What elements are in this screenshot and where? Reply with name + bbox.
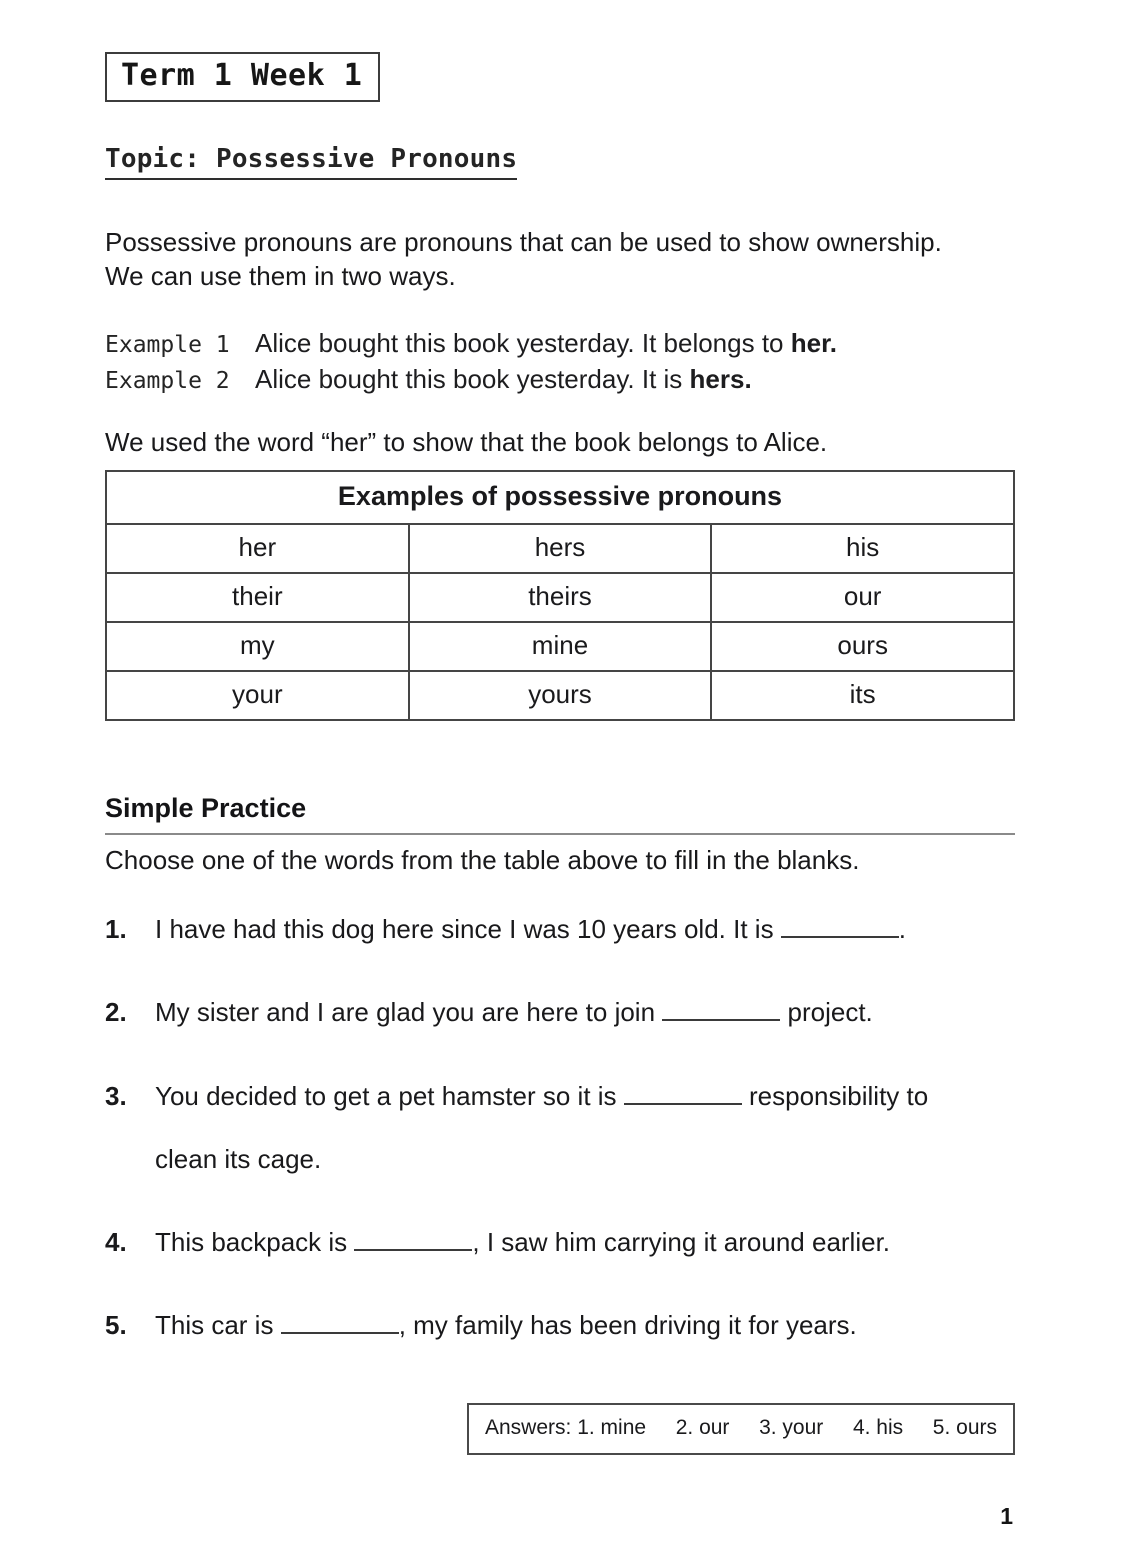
question-number: 5.	[105, 1309, 127, 1340]
pronoun-table-row	[106, 671, 1014, 720]
examples-block	[105, 326, 1015, 398]
pronoun-table-title: Examples of possessive pronouns	[106, 471, 1014, 524]
answer-item: Answers: 1. mine	[485, 1415, 647, 1439]
question-body	[155, 1079, 1015, 1177]
question-1	[105, 912, 1015, 947]
pronoun-cell: ours	[711, 622, 1014, 671]
page-number: 1	[1000, 1502, 1013, 1529]
question-number: 4.	[105, 1226, 127, 1257]
topic-heading	[105, 144, 1015, 180]
question-2	[105, 995, 1015, 1030]
example-1-bold-word: her.	[790, 327, 837, 358]
explanation-text: We used the word “her” to show that the book belongs to Alice.	[105, 427, 828, 458]
pronoun-table-header-row	[106, 471, 1014, 524]
question-text-after: .	[898, 914, 907, 945]
term-week-label: Term 1 Week 1	[121, 58, 363, 93]
pronoun-table-row	[106, 573, 1014, 622]
pronoun-cell: yours	[409, 671, 712, 720]
question-number: 3.	[105, 1080, 127, 1111]
term-week-box	[105, 52, 380, 102]
question-text-before: My sister and I are glad you are here to join	[155, 997, 663, 1028]
answer-blank[interactable]	[281, 1309, 399, 1334]
example-1-row	[105, 326, 1015, 362]
answer-item: 2. our	[675, 1415, 730, 1439]
question-text	[155, 995, 1015, 1030]
pronoun-table-row	[106, 622, 1014, 671]
answer-blank[interactable]	[781, 914, 899, 939]
answer-blank[interactable]	[624, 1080, 742, 1105]
question-text	[155, 1308, 1015, 1343]
practice-heading-label: Simple Practice	[105, 793, 307, 824]
question-text-after: , my family has been driving it for years.	[398, 1309, 857, 1340]
example-2-sentence: Alice bought this book yesterday. It is	[255, 363, 690, 394]
question-number: 2.	[105, 997, 127, 1028]
answer-blank[interactable]	[662, 997, 780, 1022]
question-4	[105, 1225, 1015, 1260]
pronoun-cell: their	[106, 573, 409, 622]
example-1-label: Example 1	[105, 331, 230, 358]
pronoun-cell: her	[106, 524, 409, 573]
pronoun-cell: his	[711, 524, 1014, 573]
example-2-row	[105, 362, 1015, 398]
answer-blank[interactable]	[354, 1226, 472, 1251]
question-text-after: responsibility to	[741, 1080, 929, 1111]
practice-instruction: Choose one of the words from the table above to fill in the blanks.	[105, 845, 860, 876]
pronoun-cell: its	[711, 671, 1014, 720]
question-text-before: This backpack is	[155, 1226, 355, 1257]
question-text	[155, 912, 1015, 947]
question-body	[155, 995, 1015, 1030]
question-body	[155, 1225, 1015, 1260]
question-text-after: project.	[780, 997, 873, 1028]
example-2-label: Example 2	[105, 367, 230, 394]
example-2-bold-word: hers.	[689, 363, 752, 394]
pronoun-cell: my	[106, 622, 409, 671]
question-text-before: I have had this dog here since I was 10 years old. It is	[155, 914, 781, 945]
pronoun-cell: hers	[409, 524, 712, 573]
question-text	[155, 1079, 1015, 1114]
example-2-text	[255, 362, 752, 398]
question-number: 1.	[105, 914, 127, 945]
practice-section-heading	[105, 793, 1015, 835]
pronoun-table-row	[106, 524, 1014, 573]
question-body	[155, 1308, 1015, 1343]
answer-item: 5. ours	[932, 1415, 997, 1439]
pronoun-cell: our	[711, 573, 1014, 622]
answer-item: 3. your	[759, 1415, 824, 1439]
question-text-line2: clean its cage.	[155, 1143, 322, 1174]
question-body	[155, 912, 1015, 947]
question-5	[105, 1308, 1015, 1343]
example-1-sentence: Alice bought this book yesterday. It belongs to	[255, 327, 791, 358]
pronoun-cell: theirs	[409, 573, 712, 622]
question-text-before: You decided to get a pet hamster so it is	[155, 1080, 624, 1111]
answer-item: 4. his	[852, 1415, 904, 1439]
intro-line-1: Possessive pronouns are pronouns that can be used to show ownership.	[105, 227, 942, 257]
pronoun-cell: your	[106, 671, 409, 720]
pronoun-cell: mine	[409, 622, 712, 671]
intro-line-2: We can use them in two ways.	[105, 261, 456, 292]
answers-box	[467, 1403, 1015, 1455]
intro-paragraph	[105, 225, 1015, 294]
question-text-after: , I saw him carrying it around earlier.	[472, 1226, 891, 1257]
pronoun-table	[105, 470, 1015, 721]
question-text	[155, 1225, 1015, 1260]
question-3	[105, 1079, 1015, 1177]
question-text-before: This car is	[155, 1309, 281, 1340]
topic-heading-label: Topic: Possessive Pronouns	[105, 144, 517, 180]
example-1-text	[255, 326, 837, 362]
